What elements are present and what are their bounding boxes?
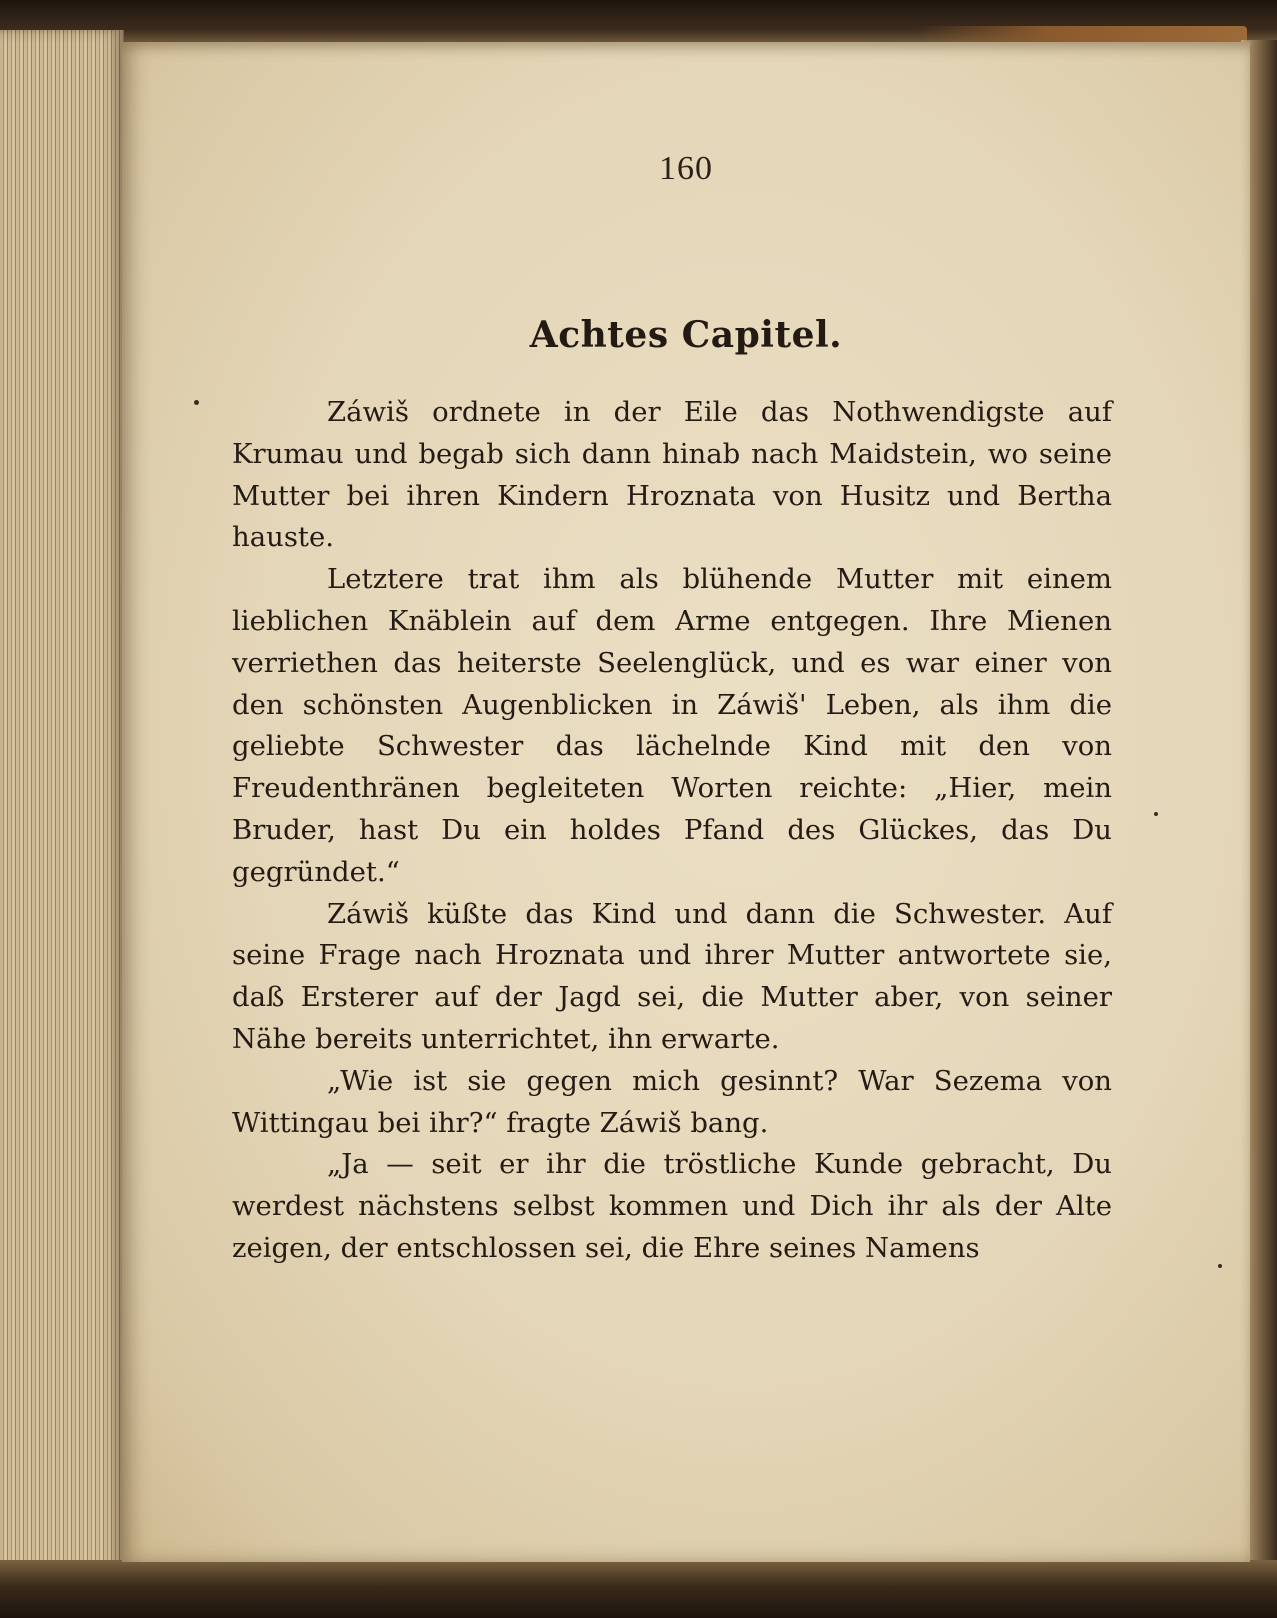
paragraph-1: Záwiš ordnete in der Eile das Nothwendigste auf Krumau und begab sich dann hinab nach Maidstein, wo seine Mutter bei ihren Kindern Hroznata von Husitz und Bertha hauste. xyxy=(232,396,1112,554)
ink-speck xyxy=(194,400,199,405)
body-text xyxy=(232,392,1112,1270)
paragraph-2: Letztere trat ihm als blühende Mutter mit einem lieblichen Knäblein auf dem Arme entgegen. Ihre Mienen verriethen das heiterste Seelenglück, und es war einer von den schönsten Augenblicken in Záwiš' Leben, als ihm die geliebte Schwester das lächelnde Kind mit den von Freudenthränen begleiteten Worten reichte: „Hier, mein Bruder, hast Du ein holdes Pfand des Glückes, das Du gegründet.“ xyxy=(232,563,1112,888)
page-stack-edge xyxy=(0,30,124,1590)
ink-speck xyxy=(1154,812,1158,816)
paragraph-3: Záwiš küßte das Kind und dann die Schwester. Auf seine Frage nach Hroznata und ihrer Mutter antwortete sie, daß Ersterer auf der Jagd sei, die Mutter aber, von seiner Nähe bereits unterrichtet, ihn erwarte. xyxy=(232,897,1112,1055)
book-binding-top xyxy=(0,0,1277,42)
chapter-title: Achtes Capitel. xyxy=(529,314,843,356)
ink-speck xyxy=(1218,1264,1222,1268)
book-page xyxy=(122,42,1250,1562)
book-binding-bottom xyxy=(0,1560,1277,1618)
paragraph-4: „Wie ist sie gegen mich gesinnt? War Sezema von Wittingau bei ihr?“ fragte Záwiš bang. xyxy=(232,1064,1112,1139)
page-number: 160 xyxy=(659,150,713,187)
paragraph-5: „Ja — seit er ihr die tröstliche Kunde gebracht, Du werdest nächstens selbst kommen und Dich ihr als der Alte zeigen, der entschlossen sei, die Ehre seines Namens xyxy=(232,1148,1112,1264)
